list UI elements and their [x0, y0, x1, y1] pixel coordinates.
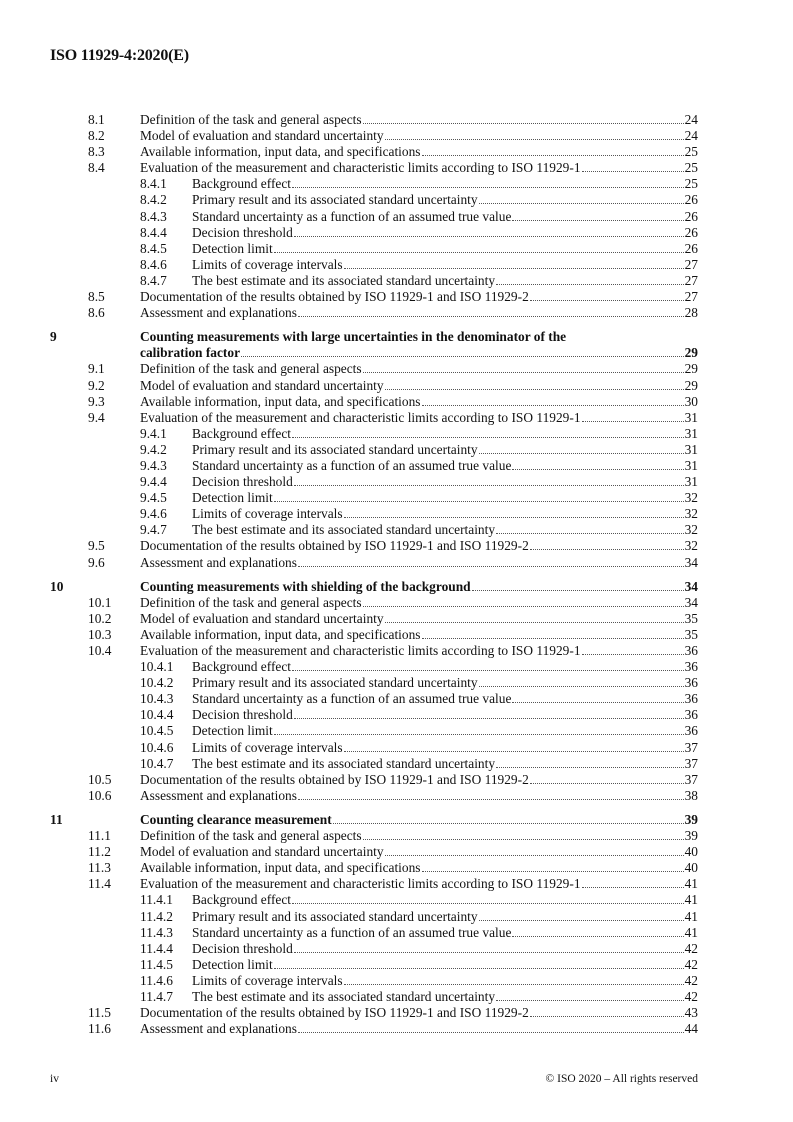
- copyright-notice: © ISO 2020 – All rights reserved: [545, 1073, 698, 1085]
- toc-entry-title: Documentation of the results obtained by ISO 11929-1 and ISO 11929-2: [140, 289, 529, 305]
- toc-entry-page: 41: [684, 892, 698, 908]
- dot-leader: [479, 442, 684, 454]
- dot-leader: [582, 160, 684, 172]
- toc-entry[interactable]: [50, 555, 698, 571]
- toc-entry-page: 24: [684, 112, 698, 127]
- dot-leader: [479, 192, 684, 204]
- toc-entry-title: Standard uncertainty as a function of an assumed true value: [192, 457, 512, 473]
- toc-entry[interactable]: [50, 844, 698, 860]
- toc-entry-page: 37: [684, 755, 698, 771]
- dot-leader: [512, 209, 683, 221]
- toc-entry-title: Primary result and its associated standard uncertainty: [192, 192, 478, 208]
- toc-entry-title: Standard uncertainty as a function of an assumed true value: [192, 691, 512, 707]
- dot-leader: [344, 740, 684, 752]
- toc-entry-page: 31: [684, 474, 698, 490]
- toc-entry-number: 10.4.7: [140, 755, 174, 771]
- toc-entry-page: 27: [684, 289, 698, 305]
- toc-entry-page: 25: [684, 144, 698, 160]
- toc-entry[interactable]: [50, 691, 698, 707]
- toc-entry-title: Documentation of the results obtained by ISO 11929-1 and ISO 11929-2: [140, 538, 529, 554]
- dot-leader: [530, 289, 684, 301]
- toc-entry-title: Background effect: [192, 659, 292, 675]
- toc-entry[interactable]: [50, 289, 698, 305]
- toc-entry[interactable]: [50, 740, 698, 756]
- toc-entry-page: 41: [684, 908, 698, 924]
- dot-leader: [344, 973, 684, 985]
- toc-entry-title: Background effect: [192, 176, 292, 192]
- toc-entry-number: 8.4.6: [140, 256, 167, 272]
- toc-entry[interactable]: [50, 442, 698, 458]
- dot-leader: [530, 538, 684, 550]
- toc-entry-number: 11.4.1: [140, 892, 173, 908]
- toc-entry[interactable]: [50, 538, 698, 554]
- dot-leader: [274, 723, 684, 735]
- toc-entry-title: Model of evaluation and standard uncertainty: [140, 377, 384, 393]
- toc-entry-page: 39: [684, 811, 698, 827]
- toc-entry-number: 11.4.4: [140, 940, 173, 956]
- toc-entry[interactable]: [50, 1021, 698, 1037]
- toc-entry[interactable]: [50, 506, 698, 522]
- toc-entry[interactable]: [50, 426, 698, 442]
- dot-leader: [582, 643, 684, 655]
- dot-leader: [512, 458, 683, 470]
- toc-entry-number: 10.4.6: [140, 739, 174, 755]
- toc-entry[interactable]: [50, 756, 698, 772]
- dot-leader: [496, 273, 684, 285]
- dot-leader: [298, 788, 684, 800]
- toc-entry-title: Background effect: [192, 892, 292, 908]
- table-of-contents: [50, 112, 698, 1037]
- toc-entry[interactable]: [50, 973, 698, 989]
- toc-entry-number: 8.4.5: [140, 240, 167, 256]
- toc-entry-page: 31: [684, 441, 698, 457]
- toc-entry-title: Limits of coverage intervals: [192, 739, 343, 755]
- dot-leader: [496, 989, 684, 1001]
- toc-entry-title: Model of evaluation and standard uncertainty: [140, 128, 384, 144]
- dot-leader: [274, 957, 684, 969]
- toc-entry-number: 8.4.3: [140, 208, 167, 224]
- toc-entry-page: 28: [684, 305, 698, 321]
- toc-entry-page: 30: [684, 393, 698, 409]
- toc-entry-title: Decision threshold: [192, 940, 293, 956]
- toc-entry-title: Counting clearance measurement: [140, 811, 332, 827]
- toc-entry[interactable]: [50, 225, 698, 241]
- toc-entry-title: Counting measurements with shielding of the background: [140, 578, 471, 594]
- toc-entry-title: The best estimate and its associated standard uncertainty: [192, 988, 496, 1004]
- toc-entry-title: Documentation of the results obtained by ISO 11929-1 and ISO 11929-2: [140, 1005, 529, 1021]
- toc-entry[interactable]: [50, 909, 698, 925]
- toc-entry-title-continued: calibration factor: [140, 345, 241, 361]
- toc-entry-title: Primary result and its associated standard uncertainty: [192, 675, 478, 691]
- toc-entry-number: 8.1: [88, 112, 105, 127]
- toc-entry-page: 42: [684, 972, 698, 988]
- toc-entry[interactable]: [50, 707, 698, 723]
- dot-leader: [530, 772, 684, 784]
- toc-entry-number: 9.6: [88, 554, 105, 570]
- toc-entry-continuation[interactable]: [50, 345, 698, 361]
- toc-entry-number: 11.4.6: [140, 972, 173, 988]
- toc-entry[interactable]: [50, 273, 698, 289]
- toc-entry-page: 29: [684, 377, 698, 393]
- toc-entry-number: 9.4.2: [140, 441, 167, 457]
- toc-entry-page: 41: [684, 876, 698, 892]
- toc-entry-title: Evaluation of the measurement and characteristic limits according to ISO 11929-1: [140, 643, 581, 658]
- toc-entry-title: Available information, input data, and specifications: [140, 144, 421, 160]
- toc-entry-title: Definition of the task and general aspects: [140, 594, 362, 610]
- dot-leader: [294, 707, 684, 719]
- toc-entry-title: Definition of the task and general aspects: [140, 361, 362, 377]
- dot-leader: [422, 394, 684, 406]
- toc-entry-title: Decision threshold: [192, 707, 293, 723]
- toc-entry[interactable]: [50, 128, 698, 144]
- toc-entry-page: 38: [684, 787, 698, 803]
- toc-entry-title: Assessment and explanations: [140, 554, 297, 570]
- toc-entry-title: The best estimate and its associated standard uncertainty: [192, 522, 496, 538]
- toc-entry-number: 11.4.2: [140, 908, 173, 924]
- toc-entry-number: 9.4.6: [140, 506, 167, 522]
- toc-entry-title: Decision threshold: [192, 224, 293, 240]
- toc-entry-title: Limits of coverage intervals: [192, 256, 343, 272]
- toc-entry[interactable]: [50, 788, 698, 804]
- toc-entry[interactable]: [50, 305, 698, 321]
- toc-entry-title: Limits of coverage intervals: [192, 972, 343, 988]
- toc-entry[interactable]: [50, 176, 698, 192]
- page-number: iv: [50, 1073, 59, 1085]
- toc-entry-number: 11.1: [88, 828, 111, 844]
- toc-entry[interactable]: [50, 627, 698, 643]
- toc-entry[interactable]: [50, 659, 698, 675]
- dot-leader: [274, 490, 684, 502]
- dot-leader: [422, 144, 684, 156]
- toc-entry-title: Standard uncertainty as a function of an assumed true value: [192, 208, 512, 224]
- toc-entry-number: 9.4.3: [140, 457, 167, 473]
- toc-entry-page: 25: [684, 160, 698, 176]
- toc-entry-title: Model of evaluation and standard uncertainty: [140, 610, 384, 626]
- toc-entry-number: 9.2: [88, 377, 105, 393]
- toc-entry-title: The best estimate and its associated standard uncertainty: [192, 755, 496, 771]
- toc-entry-page: 36: [684, 723, 698, 739]
- toc-entry-page: 29: [684, 361, 698, 377]
- toc-entry-title: Evaluation of the measurement and characteristic limits according to ISO 11929-1: [140, 409, 581, 425]
- toc-entry-title: The best estimate and its associated standard uncertainty: [192, 272, 496, 288]
- toc-entry-number: 9.1: [88, 361, 105, 377]
- toc-entry-number: 11.2: [88, 844, 111, 860]
- toc-entry[interactable]: [50, 772, 698, 788]
- toc-entry-number: 8.4.2: [140, 192, 167, 208]
- toc-entry-page: 31: [684, 457, 698, 473]
- toc-entry[interactable]: [50, 941, 698, 957]
- toc-entry-title: Definition of the task and general aspects: [140, 828, 362, 844]
- toc-entry-number: 9.4: [88, 409, 105, 425]
- toc-entry-page: 34: [684, 578, 698, 594]
- toc-entry-page: 42: [684, 940, 698, 956]
- dot-leader: [298, 555, 684, 567]
- dot-leader: [298, 305, 684, 317]
- toc-entry[interactable]: [50, 192, 698, 208]
- toc-entry[interactable]: [50, 925, 698, 941]
- dot-leader: [363, 595, 684, 607]
- toc-entry-number: 8.3: [88, 144, 105, 160]
- dot-leader: [422, 860, 684, 872]
- toc-entry-page: 31: [684, 425, 698, 441]
- dot-leader: [582, 876, 684, 888]
- toc-entry[interactable]: [50, 643, 698, 659]
- toc-entry[interactable]: [50, 989, 698, 1005]
- toc-entry[interactable]: [50, 241, 698, 257]
- toc-entry-page: 26: [684, 208, 698, 224]
- toc-entry[interactable]: [50, 828, 698, 844]
- toc-entry-title: Evaluation of the measurement and characteristic limits according to ISO 11929-1: [140, 876, 581, 892]
- toc-entry-page: 36: [684, 643, 698, 658]
- dot-leader: [512, 691, 683, 703]
- toc-entry-title: Detection limit: [192, 723, 273, 739]
- toc-entry[interactable]: [50, 860, 698, 876]
- dot-leader: [292, 892, 684, 904]
- toc-entry-page: 41: [684, 924, 698, 940]
- toc-entry-page: 29: [684, 345, 698, 361]
- dot-leader: [512, 925, 683, 937]
- toc-entry-number: 10.2: [88, 610, 112, 626]
- dot-leader: [363, 828, 684, 840]
- dot-leader: [530, 1005, 684, 1017]
- toc-entry-title: Detection limit: [192, 490, 273, 506]
- toc-entry-title: Decision threshold: [192, 474, 293, 490]
- toc-entry-page: 34: [684, 594, 698, 610]
- toc-entry-title: Primary result and its associated standard uncertainty: [192, 908, 478, 924]
- toc-entry-page: 36: [684, 691, 698, 707]
- toc-entry-page: 27: [684, 256, 698, 272]
- toc-entry[interactable]: [50, 410, 698, 426]
- toc-entry[interactable]: [50, 595, 698, 611]
- toc-entry-page: 32: [684, 506, 698, 522]
- toc-entry[interactable]: [50, 209, 698, 225]
- toc-entry[interactable]: [50, 522, 698, 538]
- toc-entry-number: 9.4.7: [140, 522, 167, 538]
- dot-leader: [472, 579, 684, 591]
- toc-entry-page: 31: [684, 409, 698, 425]
- toc-entry[interactable]: [50, 112, 698, 128]
- toc-entry[interactable]: [50, 579, 698, 595]
- toc-entry-page: 42: [684, 956, 698, 972]
- dot-leader: [292, 176, 684, 188]
- toc-entry-number: 11.6: [88, 1021, 111, 1037]
- toc-entry-page: 36: [684, 675, 698, 691]
- toc-entry-number: 10.4.5: [140, 723, 174, 739]
- dot-leader: [363, 112, 684, 124]
- toc-entry-number: 9.5: [88, 538, 105, 554]
- toc-entry[interactable]: [50, 160, 698, 176]
- toc-entry-number: 10.4: [88, 643, 112, 658]
- toc-entry-number: 10.1: [88, 594, 112, 610]
- toc-entry-page: 32: [684, 490, 698, 506]
- toc-entry-title: Assessment and explanations: [140, 1021, 297, 1037]
- toc-entry-number: 11.4: [88, 876, 111, 892]
- dot-leader: [292, 659, 684, 671]
- dot-leader: [385, 844, 684, 856]
- toc-entry-page: 24: [684, 128, 698, 144]
- toc-entry-number: 11.4.5: [140, 956, 173, 972]
- toc-entry-number: 8.4.1: [140, 176, 167, 192]
- toc-entry[interactable]: [50, 257, 698, 273]
- toc-entry-title: Available information, input data, and specifications: [140, 860, 421, 876]
- toc-entry-number: 9: [50, 329, 57, 345]
- toc-entry-number: 10.4.2: [140, 675, 174, 691]
- dot-leader: [344, 506, 684, 518]
- dot-leader: [294, 474, 684, 486]
- toc-entry[interactable]: [50, 144, 698, 160]
- toc-entry-page: 26: [684, 192, 698, 208]
- dot-leader: [385, 378, 684, 390]
- toc-entry-number: 8.4: [88, 160, 105, 176]
- dot-leader: [479, 675, 684, 687]
- toc-entry-number: 10.4.3: [140, 691, 174, 707]
- toc-entry-number: 9.3: [88, 393, 105, 409]
- dot-leader: [298, 1021, 684, 1033]
- toc-entry-number: 8.5: [88, 289, 105, 305]
- toc-entry-title: Available information, input data, and specifications: [140, 393, 421, 409]
- toc-entry[interactable]: [50, 490, 698, 506]
- toc-entry-page: 32: [684, 522, 698, 538]
- toc-entry-number: 11.4.3: [140, 924, 173, 940]
- toc-entry-title: Definition of the task and general aspects: [140, 112, 362, 127]
- toc-entry-heading[interactable]: [50, 329, 698, 345]
- toc-entry-number: 8.4.4: [140, 224, 167, 240]
- toc-entry-title: Assessment and explanations: [140, 787, 297, 803]
- toc-entry-number: 8.4.7: [140, 272, 167, 288]
- toc-entry-number: 9.4.5: [140, 490, 167, 506]
- toc-entry[interactable]: [50, 458, 698, 474]
- dot-leader: [363, 361, 684, 373]
- toc-entry-title: Detection limit: [192, 240, 273, 256]
- toc-entry-title: Standard uncertainty as a function of an assumed true value: [192, 924, 512, 940]
- dot-leader: [582, 410, 684, 422]
- toc-entry-title: Limits of coverage intervals: [192, 506, 343, 522]
- toc-entry[interactable]: [50, 378, 698, 394]
- toc-entry-page: 42: [684, 988, 698, 1004]
- toc-entry-number: 10.3: [88, 626, 112, 642]
- toc-entry[interactable]: [50, 876, 698, 892]
- toc-entry[interactable]: [50, 723, 698, 739]
- toc-entry-title: Counting measurements with large uncertainties in the denominator of the: [140, 329, 567, 345]
- toc-entry[interactable]: [50, 611, 698, 627]
- toc-entry-page: 43: [684, 1005, 698, 1021]
- toc-entry-title: Documentation of the results obtained by ISO 11929-1 and ISO 11929-2: [140, 771, 529, 787]
- dot-leader: [385, 611, 684, 623]
- toc-entry[interactable]: [50, 892, 698, 908]
- toc-entry-page: 36: [684, 659, 698, 675]
- toc-entry-number: 8.2: [88, 128, 105, 144]
- toc-entry-number: 9.4.4: [140, 474, 167, 490]
- toc-entry-number: 11.4.7: [140, 988, 173, 1004]
- dot-leader: [344, 257, 684, 269]
- toc-entry-number: 9.4.1: [140, 425, 167, 441]
- toc-entry-page: 34: [684, 554, 698, 570]
- toc-entry-page: 35: [684, 610, 698, 626]
- toc-entry-title: Detection limit: [192, 956, 273, 972]
- dot-leader: [496, 756, 684, 768]
- toc-entry-page: 27: [684, 272, 698, 288]
- toc-entry-title: Available information, input data, and specifications: [140, 626, 421, 642]
- dot-leader: [294, 941, 684, 953]
- toc-entry-page: 35: [684, 626, 698, 642]
- toc-entry-page: 40: [684, 844, 698, 860]
- toc-entry-title: Assessment and explanations: [140, 305, 297, 321]
- dot-leader: [422, 627, 684, 639]
- toc-entry-title: Background effect: [192, 425, 292, 441]
- dot-leader: [496, 522, 684, 534]
- toc-entry-page: 44: [684, 1021, 698, 1037]
- toc-entry-number: 10.4.4: [140, 707, 174, 723]
- dot-leader: [333, 812, 684, 824]
- toc-entry-page: 32: [684, 538, 698, 554]
- toc-entry[interactable]: [50, 474, 698, 490]
- dot-leader: [479, 909, 684, 921]
- dot-leader: [294, 225, 684, 237]
- toc-entry-number: 10.5: [88, 771, 112, 787]
- toc-entry-number: 10: [50, 578, 64, 594]
- toc-entry-number: 10.6: [88, 787, 112, 803]
- dot-leader: [241, 345, 684, 357]
- dot-leader: [274, 241, 684, 253]
- dot-leader: [385, 128, 684, 140]
- toc-entry[interactable]: [50, 361, 698, 377]
- toc-entry-page: 26: [684, 240, 698, 256]
- toc-entry-page: 39: [684, 828, 698, 844]
- toc-entry[interactable]: [50, 394, 698, 410]
- toc-entry-page: 37: [684, 739, 698, 755]
- toc-entry-number: 11.5: [88, 1005, 111, 1021]
- toc-entry-number: 8.6: [88, 305, 105, 321]
- toc-entry-page: 40: [684, 860, 698, 876]
- toc-entry[interactable]: [50, 1005, 698, 1021]
- toc-entry[interactable]: [50, 675, 698, 691]
- toc-entry[interactable]: [50, 812, 698, 828]
- toc-entry-page: 37: [684, 771, 698, 787]
- toc-entry-number: 11: [50, 811, 63, 827]
- toc-entry-title: Primary result and its associated standard uncertainty: [192, 441, 478, 457]
- toc-entry-page: 25: [684, 176, 698, 192]
- document-id-header: ISO 11929-4:2020(E): [50, 47, 189, 64]
- toc-entry-number: 11.3: [88, 860, 111, 876]
- toc-entry-title: Evaluation of the measurement and characteristic limits according to ISO 11929-1: [140, 160, 581, 176]
- toc-entry-title: Model of evaluation and standard uncertainty: [140, 844, 384, 860]
- toc-entry-page: 26: [684, 224, 698, 240]
- toc-entry-number: 10.4.1: [140, 659, 174, 675]
- dot-leader: [292, 426, 684, 438]
- toc-entry[interactable]: [50, 957, 698, 973]
- toc-entry-page: 36: [684, 707, 698, 723]
